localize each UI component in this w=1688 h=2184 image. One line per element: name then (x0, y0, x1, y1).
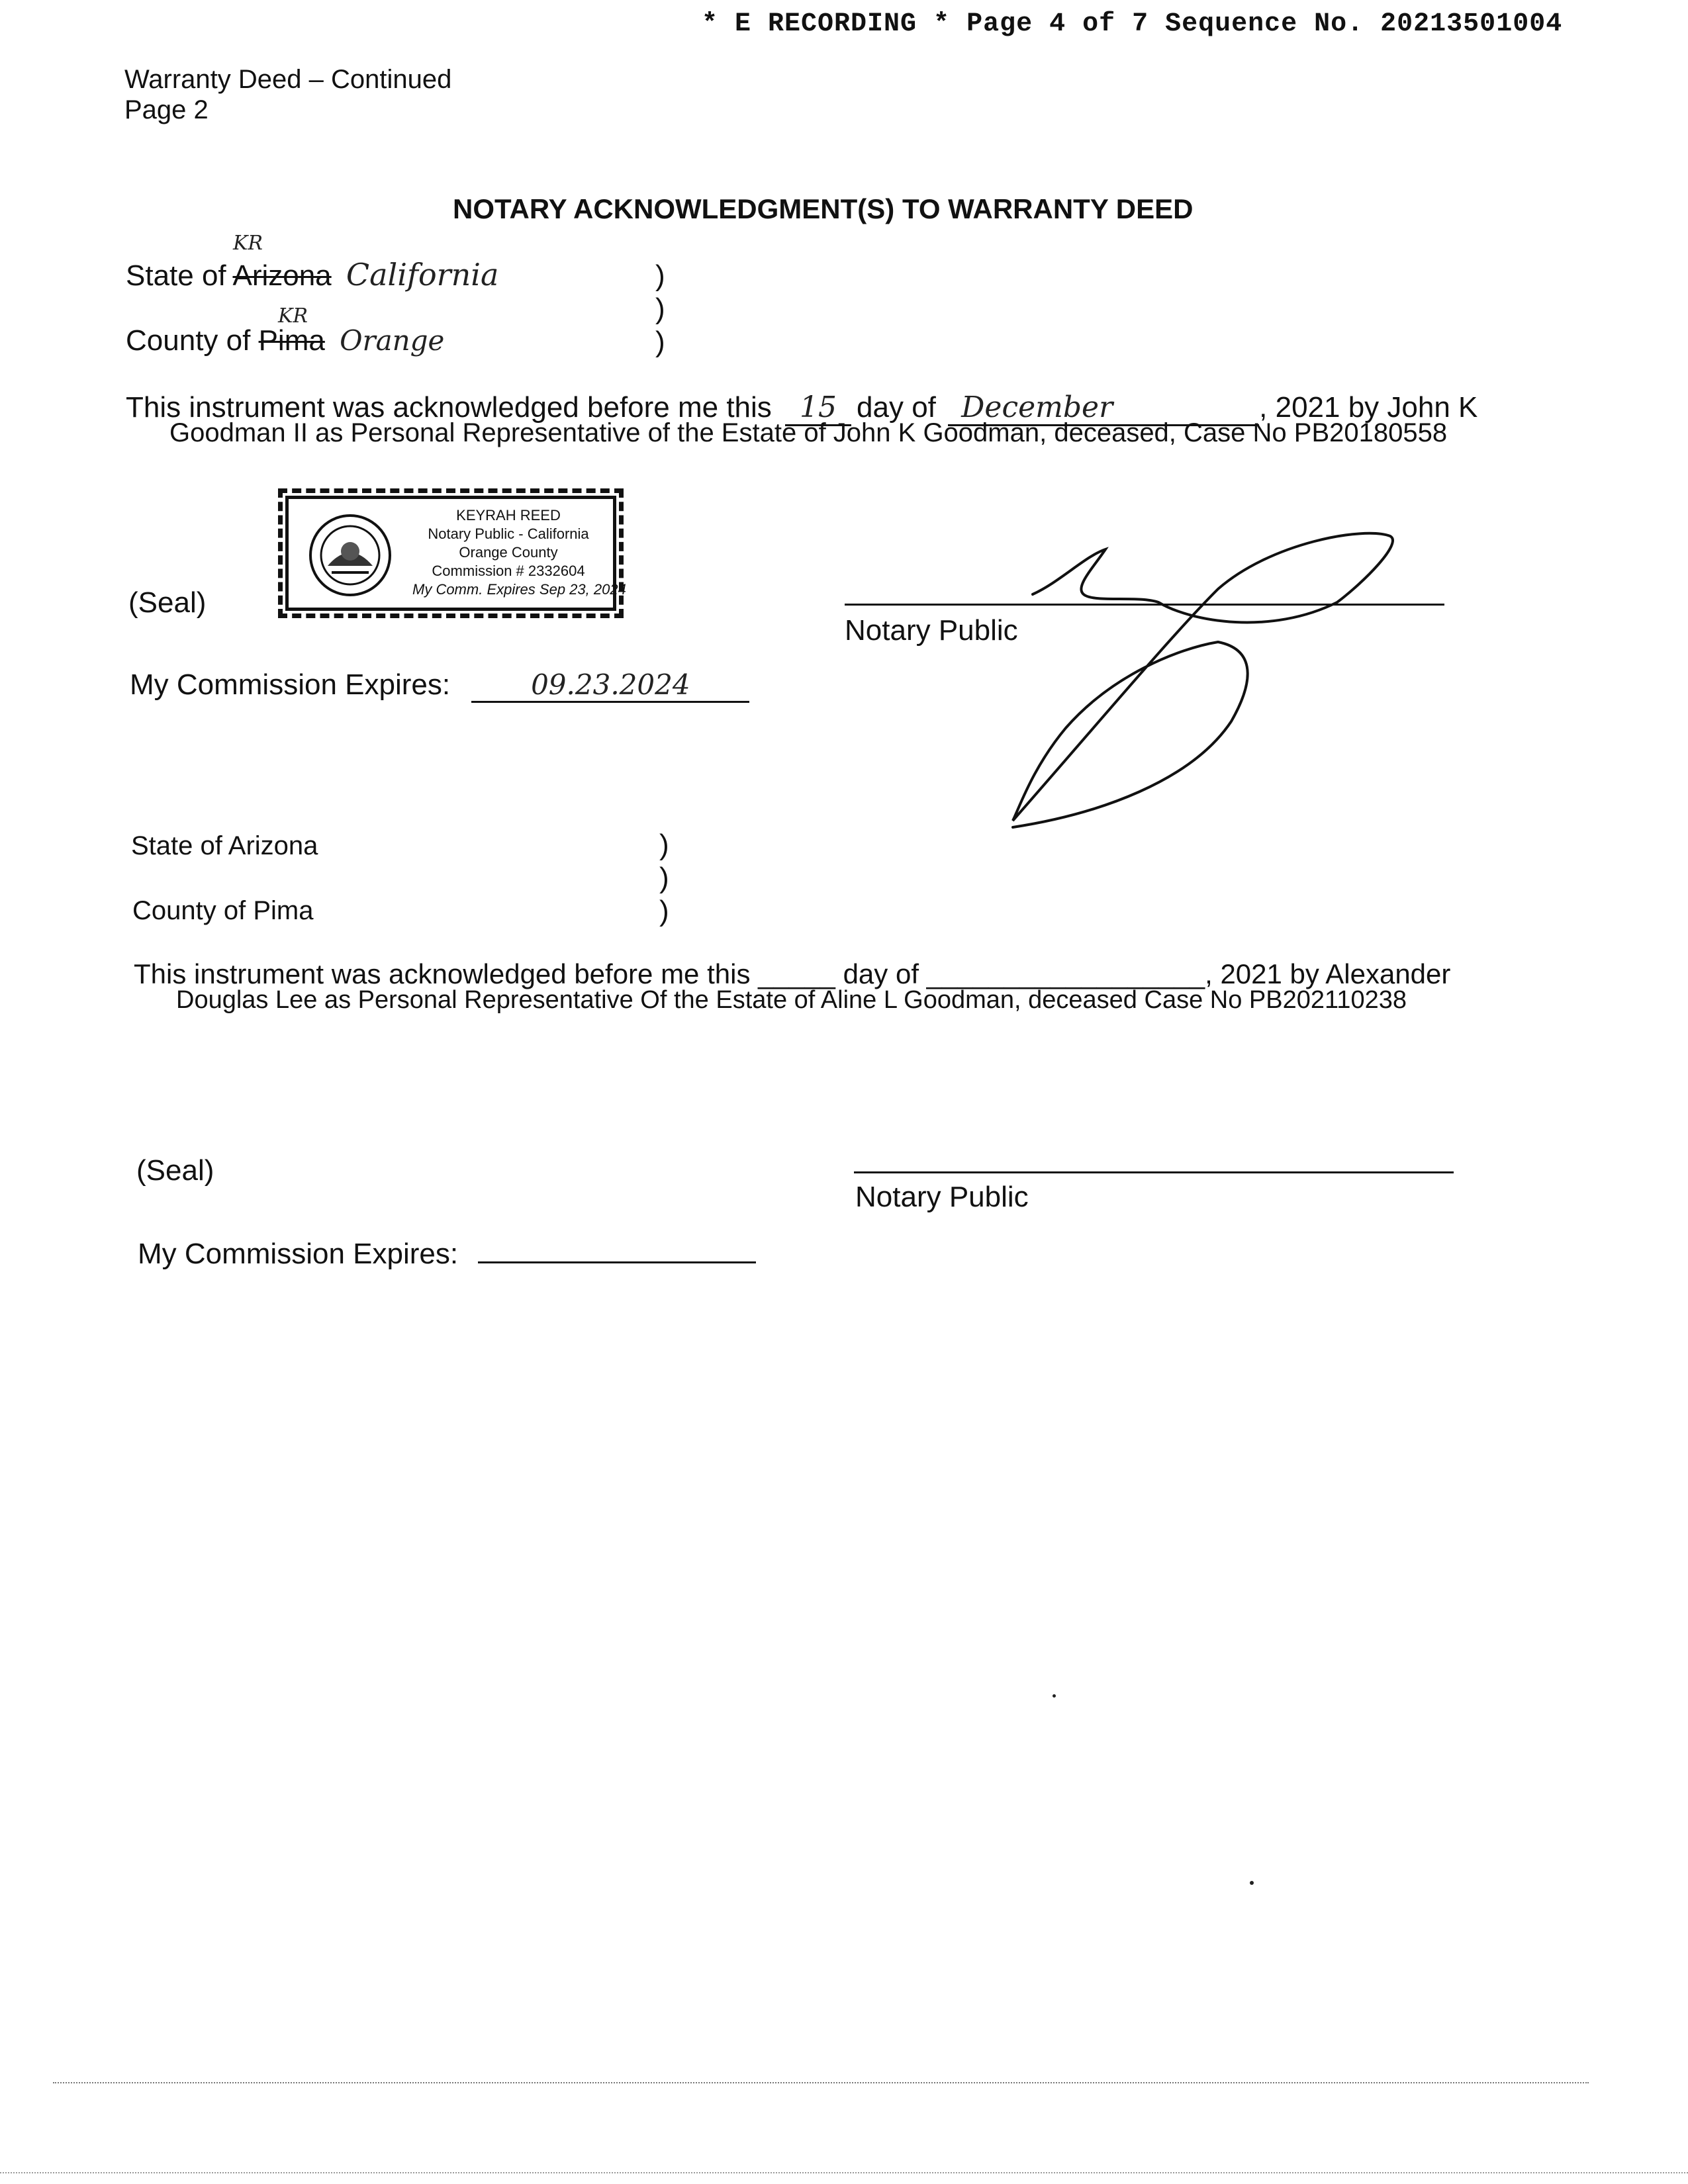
day-field: 15 (785, 390, 851, 426)
stamp-expiry: My Comm. Expires Sep 23, 2024 (412, 581, 626, 598)
state-struck-value: Arizona (232, 259, 332, 292)
notary-stamp (278, 488, 624, 618)
bracket-paren: ) (659, 862, 669, 894)
ack1-statement-line2: Goodman II as Personal Representative of the Estate of John K Goodman, deceased, Case No PB20180558 (169, 418, 1448, 447)
document-title: Warranty Deed – Continued (124, 65, 452, 94)
ack1-state-line (126, 257, 498, 293)
county-label: County of (126, 324, 251, 357)
commission-label: My Commission Expires: (130, 668, 451, 701)
state-initials: KR (233, 232, 263, 255)
county-handwritten-value: Orange (340, 324, 445, 357)
notary-signature-icon (993, 529, 1417, 841)
month-field: December (948, 390, 1259, 426)
commission-label: My Commission Expires: (138, 1238, 459, 1270)
ack2-signature-line (854, 1171, 1454, 1173)
ack1-county-line (126, 324, 444, 357)
county-initials: KR (278, 304, 308, 328)
commission-expiry-field (478, 1235, 756, 1263)
bracket-paren: ) (655, 293, 665, 325)
ack1-commission-line (130, 668, 749, 703)
recording-header: * E RECORDING * Page 4 of 7 Sequence No. 20213501004 (702, 9, 1563, 39)
stamp-text (412, 506, 626, 599)
county-struck-value: Pima (258, 324, 325, 357)
state-label: State of (126, 259, 226, 292)
scan-edge-line (0, 2172, 1688, 2173)
ack2-statement-line1: This instrument was acknowledged before me this _____ day of __________________, 2021 by Alexander (134, 958, 1451, 989)
ack2-notary-public-label: Notary Public (855, 1181, 1029, 1213)
state-seal-icon (308, 513, 393, 598)
bracket-paren: ) (655, 326, 665, 358)
ack2-county-label: County of Pima (132, 896, 314, 925)
seal-label: (Seal) (128, 586, 207, 619)
ack2-state-label: State of Arizona (131, 831, 318, 860)
statement-text: day of (857, 391, 936, 424)
ack2-commission-line (138, 1235, 756, 1271)
notary-public-label: Notary Public (845, 614, 1018, 647)
state-handwritten-value: California (346, 257, 499, 293)
bracket-paren: ) (659, 895, 669, 927)
commission-expiry-field: 09.23.2024 (471, 668, 749, 703)
page-label: Page 2 (124, 95, 209, 124)
scan-edge-line (53, 2082, 1589, 2083)
stamp-title: Notary Public - California (428, 525, 589, 542)
page-title: NOTARY ACKNOWLEDGMENT(S) TO WARRANTY DEED (453, 193, 1194, 224)
bracket-paren: ) (655, 259, 665, 292)
statement-text: This instrument was acknowledged before me this (126, 391, 772, 424)
stamp-county: Orange County (459, 544, 558, 561)
statement-text: , 2021 by John K (1259, 391, 1478, 424)
ack2-statement-line2: Douglas Lee as Personal Representative Of the Estate of Aline L Goodman, deceased Case No PB202110238 (176, 986, 1407, 1014)
scan-speck (1250, 1881, 1254, 1885)
stamp-name: KEYRAH REED (456, 507, 561, 523)
ack2-seal-label: (Seal) (136, 1154, 214, 1187)
scan-speck (1053, 1694, 1056, 1698)
bracket-paren: ) (659, 829, 669, 861)
stamp-commission: Commission # 2332604 (432, 563, 585, 579)
